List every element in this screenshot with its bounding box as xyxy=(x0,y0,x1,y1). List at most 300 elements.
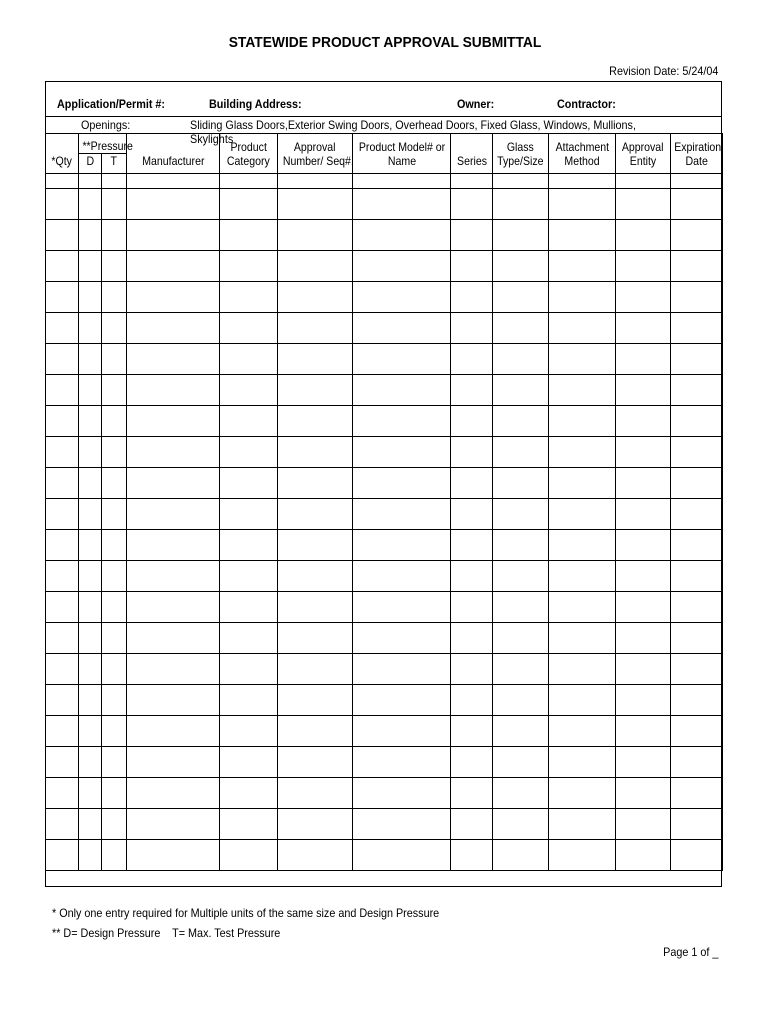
table-cell[interactable] xyxy=(46,282,79,313)
table-cell[interactable] xyxy=(549,561,616,592)
table-cell[interactable] xyxy=(79,174,102,189)
table-cell[interactable] xyxy=(549,437,616,468)
form-title: STATEWIDE PRODUCT APPROVAL SUBMITTAL xyxy=(228,34,542,51)
table-cell[interactable] xyxy=(493,468,549,499)
table-cell[interactable] xyxy=(353,561,451,592)
table-cell[interactable] xyxy=(671,654,723,685)
table-cell[interactable] xyxy=(671,189,723,220)
table-cell[interactable] xyxy=(79,840,102,871)
attachment-header: Method xyxy=(549,154,616,174)
table-cell[interactable] xyxy=(102,282,127,313)
table-cell[interactable] xyxy=(451,654,493,685)
table-cell[interactable] xyxy=(451,716,493,747)
table-cell[interactable] xyxy=(102,747,127,778)
table-cell[interactable] xyxy=(102,437,127,468)
table-cell[interactable] xyxy=(102,189,127,220)
table-cell[interactable] xyxy=(220,654,278,685)
table-cell[interactable] xyxy=(671,747,723,778)
table-cell[interactable] xyxy=(102,499,127,530)
table-cell[interactable] xyxy=(220,778,278,809)
table-cell[interactable] xyxy=(353,406,451,437)
table-cell[interactable] xyxy=(616,747,671,778)
table-cell[interactable] xyxy=(353,313,451,344)
table-row xyxy=(46,282,723,313)
table-row xyxy=(46,251,723,282)
table-cell[interactable] xyxy=(493,561,549,592)
table-cell[interactable] xyxy=(278,530,353,561)
table-cell[interactable] xyxy=(671,685,723,716)
table-cell[interactable] xyxy=(278,592,353,623)
table-cell[interactable] xyxy=(549,685,616,716)
table-cell[interactable] xyxy=(493,174,549,189)
table-cell[interactable] xyxy=(671,220,723,251)
table-cell[interactable] xyxy=(278,174,353,189)
table-cell[interactable] xyxy=(549,840,616,871)
table-cell[interactable] xyxy=(549,747,616,778)
table-cell[interactable] xyxy=(127,561,220,592)
table-cell[interactable] xyxy=(46,375,79,406)
table-cell[interactable] xyxy=(451,747,493,778)
table-cell[interactable] xyxy=(127,174,220,189)
table-cell[interactable] xyxy=(353,344,451,375)
table-cell[interactable] xyxy=(102,251,127,282)
table-cell[interactable] xyxy=(46,623,79,654)
table-cell[interactable] xyxy=(220,174,278,189)
table-cell[interactable] xyxy=(46,251,79,282)
table-cell[interactable] xyxy=(353,499,451,530)
table-cell[interactable] xyxy=(671,592,723,623)
table-cell[interactable] xyxy=(278,499,353,530)
table-cell[interactable] xyxy=(549,654,616,685)
table-cell[interactable] xyxy=(278,716,353,747)
table-cell[interactable] xyxy=(493,220,549,251)
table-cell[interactable] xyxy=(127,189,220,220)
table-cell[interactable] xyxy=(79,778,102,809)
table-cell[interactable] xyxy=(616,685,671,716)
table-cell[interactable] xyxy=(220,437,278,468)
table-row xyxy=(46,778,723,809)
table-cell[interactable] xyxy=(616,344,671,375)
table-cell[interactable] xyxy=(127,840,220,871)
table-cell[interactable] xyxy=(102,561,127,592)
table-cell[interactable] xyxy=(451,251,493,282)
table-cell[interactable] xyxy=(616,592,671,623)
table-cell[interactable] xyxy=(79,313,102,344)
table-cell[interactable] xyxy=(353,468,451,499)
table-cell[interactable] xyxy=(353,282,451,313)
table-cell[interactable] xyxy=(220,499,278,530)
table-cell[interactable] xyxy=(79,716,102,747)
table-cell[interactable] xyxy=(46,840,79,871)
table-cell[interactable] xyxy=(671,716,723,747)
table-cell[interactable] xyxy=(353,623,451,654)
table-cell[interactable] xyxy=(493,189,549,220)
table-cell[interactable] xyxy=(278,282,353,313)
table-cell[interactable] xyxy=(616,468,671,499)
table-cell[interactable] xyxy=(616,778,671,809)
table-cell[interactable] xyxy=(451,592,493,623)
table-cell[interactable] xyxy=(493,344,549,375)
table-cell[interactable] xyxy=(220,530,278,561)
table-cell[interactable] xyxy=(549,313,616,344)
table-cell[interactable] xyxy=(493,406,549,437)
table-cell[interactable] xyxy=(353,592,451,623)
table-cell[interactable] xyxy=(220,375,278,406)
table-cell[interactable] xyxy=(616,809,671,840)
table-cell[interactable] xyxy=(127,251,220,282)
table-cell[interactable] xyxy=(46,189,79,220)
table-cell[interactable] xyxy=(79,623,102,654)
table-cell[interactable] xyxy=(46,437,79,468)
series-header-top xyxy=(451,134,493,154)
table-cell[interactable] xyxy=(451,313,493,344)
table-cell[interactable] xyxy=(671,174,723,189)
table-cell[interactable] xyxy=(46,530,79,561)
table-cell[interactable] xyxy=(493,592,549,623)
approval-number-header: Number/ Seq#. xyxy=(278,154,353,174)
table-cell[interactable] xyxy=(353,716,451,747)
table-cell[interactable] xyxy=(127,654,220,685)
table-cell[interactable] xyxy=(220,840,278,871)
table-cell[interactable] xyxy=(353,778,451,809)
table-cell[interactable] xyxy=(616,220,671,251)
table-cell[interactable] xyxy=(102,809,127,840)
table-cell[interactable] xyxy=(79,344,102,375)
table-cell[interactable] xyxy=(549,220,616,251)
attachment-header-top: Attachment xyxy=(549,134,616,154)
table-cell[interactable] xyxy=(278,375,353,406)
table-cell[interactable] xyxy=(46,344,79,375)
table-cell[interactable] xyxy=(278,623,353,654)
table-cell[interactable] xyxy=(451,840,493,871)
table-cell[interactable] xyxy=(220,747,278,778)
table-cell[interactable] xyxy=(220,592,278,623)
table-cell[interactable] xyxy=(451,530,493,561)
table-cell[interactable] xyxy=(671,251,723,282)
table-cell[interactable] xyxy=(549,623,616,654)
table-cell[interactable] xyxy=(79,530,102,561)
table-cell[interactable] xyxy=(616,437,671,468)
table-cell[interactable] xyxy=(493,716,549,747)
building-address-label: Building Address: xyxy=(209,97,302,111)
table-cell[interactable] xyxy=(549,499,616,530)
manufacturer-header: Manufacturer xyxy=(127,154,220,174)
table-cell[interactable] xyxy=(353,809,451,840)
table-cell[interactable] xyxy=(127,499,220,530)
table-cell[interactable] xyxy=(46,313,79,344)
table-cell[interactable] xyxy=(278,437,353,468)
table-cell[interactable] xyxy=(46,220,79,251)
table-cell[interactable] xyxy=(127,406,220,437)
table-cell[interactable] xyxy=(102,654,127,685)
table-cell[interactable] xyxy=(353,654,451,685)
table-cell[interactable] xyxy=(671,468,723,499)
table-cell[interactable] xyxy=(549,282,616,313)
contractor-label: Contractor: xyxy=(557,97,616,111)
table-cell[interactable] xyxy=(671,561,723,592)
table-cell[interactable] xyxy=(220,344,278,375)
table-cell[interactable] xyxy=(549,530,616,561)
table-cell[interactable] xyxy=(79,809,102,840)
table-cell[interactable] xyxy=(278,840,353,871)
table-cell[interactable] xyxy=(79,189,102,220)
table-cell[interactable] xyxy=(220,189,278,220)
table-cell[interactable] xyxy=(493,375,549,406)
table-cell[interactable] xyxy=(278,809,353,840)
table-cell[interactable] xyxy=(671,809,723,840)
table-cell[interactable] xyxy=(79,592,102,623)
table-cell[interactable] xyxy=(451,437,493,468)
table-cell[interactable] xyxy=(46,406,79,437)
table-cell[interactable] xyxy=(671,313,723,344)
table-cell[interactable] xyxy=(220,220,278,251)
table-cell[interactable] xyxy=(46,561,79,592)
table-cell[interactable] xyxy=(46,747,79,778)
table-cell[interactable] xyxy=(79,251,102,282)
table-cell[interactable] xyxy=(549,716,616,747)
table-cell[interactable] xyxy=(493,840,549,871)
table-cell[interactable] xyxy=(493,623,549,654)
table-cell[interactable] xyxy=(127,468,220,499)
table-cell[interactable] xyxy=(451,499,493,530)
table-cell[interactable] xyxy=(102,592,127,623)
table-cell[interactable] xyxy=(79,499,102,530)
table-body xyxy=(46,174,723,871)
revision-date: Revision Date: 5/24/04 xyxy=(608,64,718,78)
table-cell[interactable] xyxy=(549,778,616,809)
table-cell[interactable] xyxy=(671,623,723,654)
table-cell[interactable] xyxy=(278,685,353,716)
table-cell[interactable] xyxy=(79,282,102,313)
table-cell[interactable] xyxy=(102,220,127,251)
table-cell[interactable] xyxy=(451,406,493,437)
table-cell[interactable] xyxy=(46,468,79,499)
table-cell[interactable] xyxy=(79,685,102,716)
table-cell[interactable] xyxy=(549,468,616,499)
table-cell[interactable] xyxy=(278,747,353,778)
table-cell[interactable] xyxy=(671,282,723,313)
table-cell[interactable] xyxy=(102,716,127,747)
table-cell[interactable] xyxy=(220,685,278,716)
table-cell[interactable] xyxy=(79,561,102,592)
table-cell[interactable] xyxy=(220,623,278,654)
table-row xyxy=(46,174,723,189)
design-pressure-header: D xyxy=(79,154,102,174)
table-cell[interactable] xyxy=(102,344,127,375)
table-cell[interactable] xyxy=(353,375,451,406)
table-cell[interactable] xyxy=(220,809,278,840)
table-cell[interactable] xyxy=(102,375,127,406)
table-cell[interactable] xyxy=(549,174,616,189)
table-cell[interactable] xyxy=(671,840,723,871)
table-cell[interactable] xyxy=(451,282,493,313)
table-cell[interactable] xyxy=(671,437,723,468)
table-cell[interactable] xyxy=(671,406,723,437)
table-cell[interactable] xyxy=(616,530,671,561)
table-cell[interactable] xyxy=(278,468,353,499)
table-cell[interactable] xyxy=(493,530,549,561)
table-cell[interactable] xyxy=(127,623,220,654)
table-cell[interactable] xyxy=(451,468,493,499)
table-cell[interactable] xyxy=(127,685,220,716)
table-cell[interactable] xyxy=(79,747,102,778)
table-cell[interactable] xyxy=(278,313,353,344)
table-cell[interactable] xyxy=(493,282,549,313)
table-cell[interactable] xyxy=(353,174,451,189)
table-cell[interactable] xyxy=(79,468,102,499)
table-cell[interactable] xyxy=(451,685,493,716)
table-cell[interactable] xyxy=(102,468,127,499)
table-row xyxy=(46,747,723,778)
table-cell[interactable] xyxy=(671,344,723,375)
table-cell[interactable] xyxy=(79,654,102,685)
table-cell[interactable] xyxy=(220,716,278,747)
table-cell[interactable] xyxy=(353,685,451,716)
table-cell[interactable] xyxy=(671,375,723,406)
table-cell[interactable] xyxy=(278,344,353,375)
table-cell[interactable] xyxy=(451,344,493,375)
table-cell[interactable] xyxy=(493,809,549,840)
table-cell[interactable] xyxy=(451,220,493,251)
table-cell[interactable] xyxy=(102,313,127,344)
table-cell[interactable] xyxy=(616,189,671,220)
table-cell[interactable] xyxy=(102,530,127,561)
table-cell[interactable] xyxy=(278,251,353,282)
table-cell[interactable] xyxy=(127,375,220,406)
table-cell[interactable] xyxy=(616,406,671,437)
table-cell[interactable] xyxy=(616,499,671,530)
table-row xyxy=(46,406,723,437)
table-cell[interactable] xyxy=(353,530,451,561)
table-cell[interactable] xyxy=(493,778,549,809)
table-cell[interactable] xyxy=(353,189,451,220)
table-cell[interactable] xyxy=(616,716,671,747)
table-cell[interactable] xyxy=(220,282,278,313)
table-cell[interactable] xyxy=(493,685,549,716)
table-cell[interactable] xyxy=(278,654,353,685)
table-cell[interactable] xyxy=(46,654,79,685)
table-cell[interactable] xyxy=(220,251,278,282)
table-cell[interactable] xyxy=(549,251,616,282)
table-cell[interactable] xyxy=(102,174,127,189)
table-cell[interactable] xyxy=(671,778,723,809)
application-permit-label: Application/Permit #: xyxy=(57,97,166,111)
table-cell[interactable] xyxy=(353,220,451,251)
table-cell[interactable] xyxy=(616,282,671,313)
table-cell[interactable] xyxy=(493,251,549,282)
page-number: Page 1 of _ xyxy=(662,945,718,959)
table-cell[interactable] xyxy=(616,174,671,189)
table-cell[interactable] xyxy=(493,747,549,778)
table-cell[interactable] xyxy=(127,220,220,251)
table-cell[interactable] xyxy=(127,282,220,313)
table-cell[interactable] xyxy=(278,406,353,437)
table-cell[interactable] xyxy=(127,437,220,468)
table-cell[interactable] xyxy=(451,561,493,592)
table-cell[interactable] xyxy=(102,685,127,716)
table-cell[interactable] xyxy=(493,437,549,468)
table-cell[interactable] xyxy=(46,499,79,530)
table-cell[interactable] xyxy=(127,592,220,623)
table-cell[interactable] xyxy=(46,592,79,623)
table-cell[interactable] xyxy=(127,716,220,747)
table-cell[interactable] xyxy=(451,375,493,406)
table-cell[interactable] xyxy=(549,189,616,220)
table-cell[interactable] xyxy=(127,809,220,840)
table-cell[interactable] xyxy=(616,623,671,654)
table-cell[interactable] xyxy=(616,251,671,282)
table-cell[interactable] xyxy=(102,623,127,654)
table-cell[interactable] xyxy=(493,654,549,685)
table-cell[interactable] xyxy=(353,840,451,871)
table-cell[interactable] xyxy=(616,840,671,871)
table-cell[interactable] xyxy=(451,189,493,220)
table-cell[interactable] xyxy=(616,313,671,344)
table-cell[interactable] xyxy=(451,778,493,809)
table-cell[interactable] xyxy=(451,809,493,840)
table-cell[interactable] xyxy=(493,499,549,530)
table-cell[interactable] xyxy=(46,716,79,747)
table-row xyxy=(46,685,723,716)
table-cell[interactable] xyxy=(79,406,102,437)
table-cell[interactable] xyxy=(278,778,353,809)
table-cell[interactable] xyxy=(79,220,102,251)
table-cell[interactable] xyxy=(549,375,616,406)
table-cell[interactable] xyxy=(353,251,451,282)
table-cell[interactable] xyxy=(79,437,102,468)
table-cell[interactable] xyxy=(353,437,451,468)
table-cell[interactable] xyxy=(127,313,220,344)
table-cell[interactable] xyxy=(127,778,220,809)
table-cell[interactable] xyxy=(616,561,671,592)
owner-label: Owner: xyxy=(457,97,495,111)
table-cell[interactable] xyxy=(549,592,616,623)
table-cell[interactable] xyxy=(102,778,127,809)
table-cell[interactable] xyxy=(451,623,493,654)
table-cell[interactable] xyxy=(549,344,616,375)
table-cell[interactable] xyxy=(46,809,79,840)
table-cell[interactable] xyxy=(102,840,127,871)
table-cell[interactable] xyxy=(220,313,278,344)
table-cell[interactable] xyxy=(220,561,278,592)
table-cell[interactable] xyxy=(46,174,79,189)
table-cell[interactable] xyxy=(616,375,671,406)
table-cell[interactable] xyxy=(278,220,353,251)
table-cell[interactable] xyxy=(451,174,493,189)
table-cell[interactable] xyxy=(549,809,616,840)
table-cell[interactable] xyxy=(220,468,278,499)
table-cell[interactable] xyxy=(127,747,220,778)
expiration-header-top: Expiration xyxy=(671,134,723,154)
table-row xyxy=(46,313,723,344)
table-cell[interactable] xyxy=(493,313,549,344)
table-cell[interactable] xyxy=(616,654,671,685)
table-row xyxy=(46,375,723,406)
table-cell[interactable] xyxy=(671,499,723,530)
table-cell[interactable] xyxy=(220,406,278,437)
table-cell[interactable] xyxy=(278,561,353,592)
table-cell[interactable] xyxy=(549,406,616,437)
table-cell[interactable] xyxy=(671,530,723,561)
table-cell[interactable] xyxy=(79,375,102,406)
table-cell[interactable] xyxy=(127,530,220,561)
table-cell[interactable] xyxy=(46,685,79,716)
table-cell[interactable] xyxy=(278,189,353,220)
table-cell[interactable] xyxy=(46,778,79,809)
table-cell[interactable] xyxy=(127,344,220,375)
table-cell[interactable] xyxy=(353,747,451,778)
table-cell[interactable] xyxy=(102,406,127,437)
